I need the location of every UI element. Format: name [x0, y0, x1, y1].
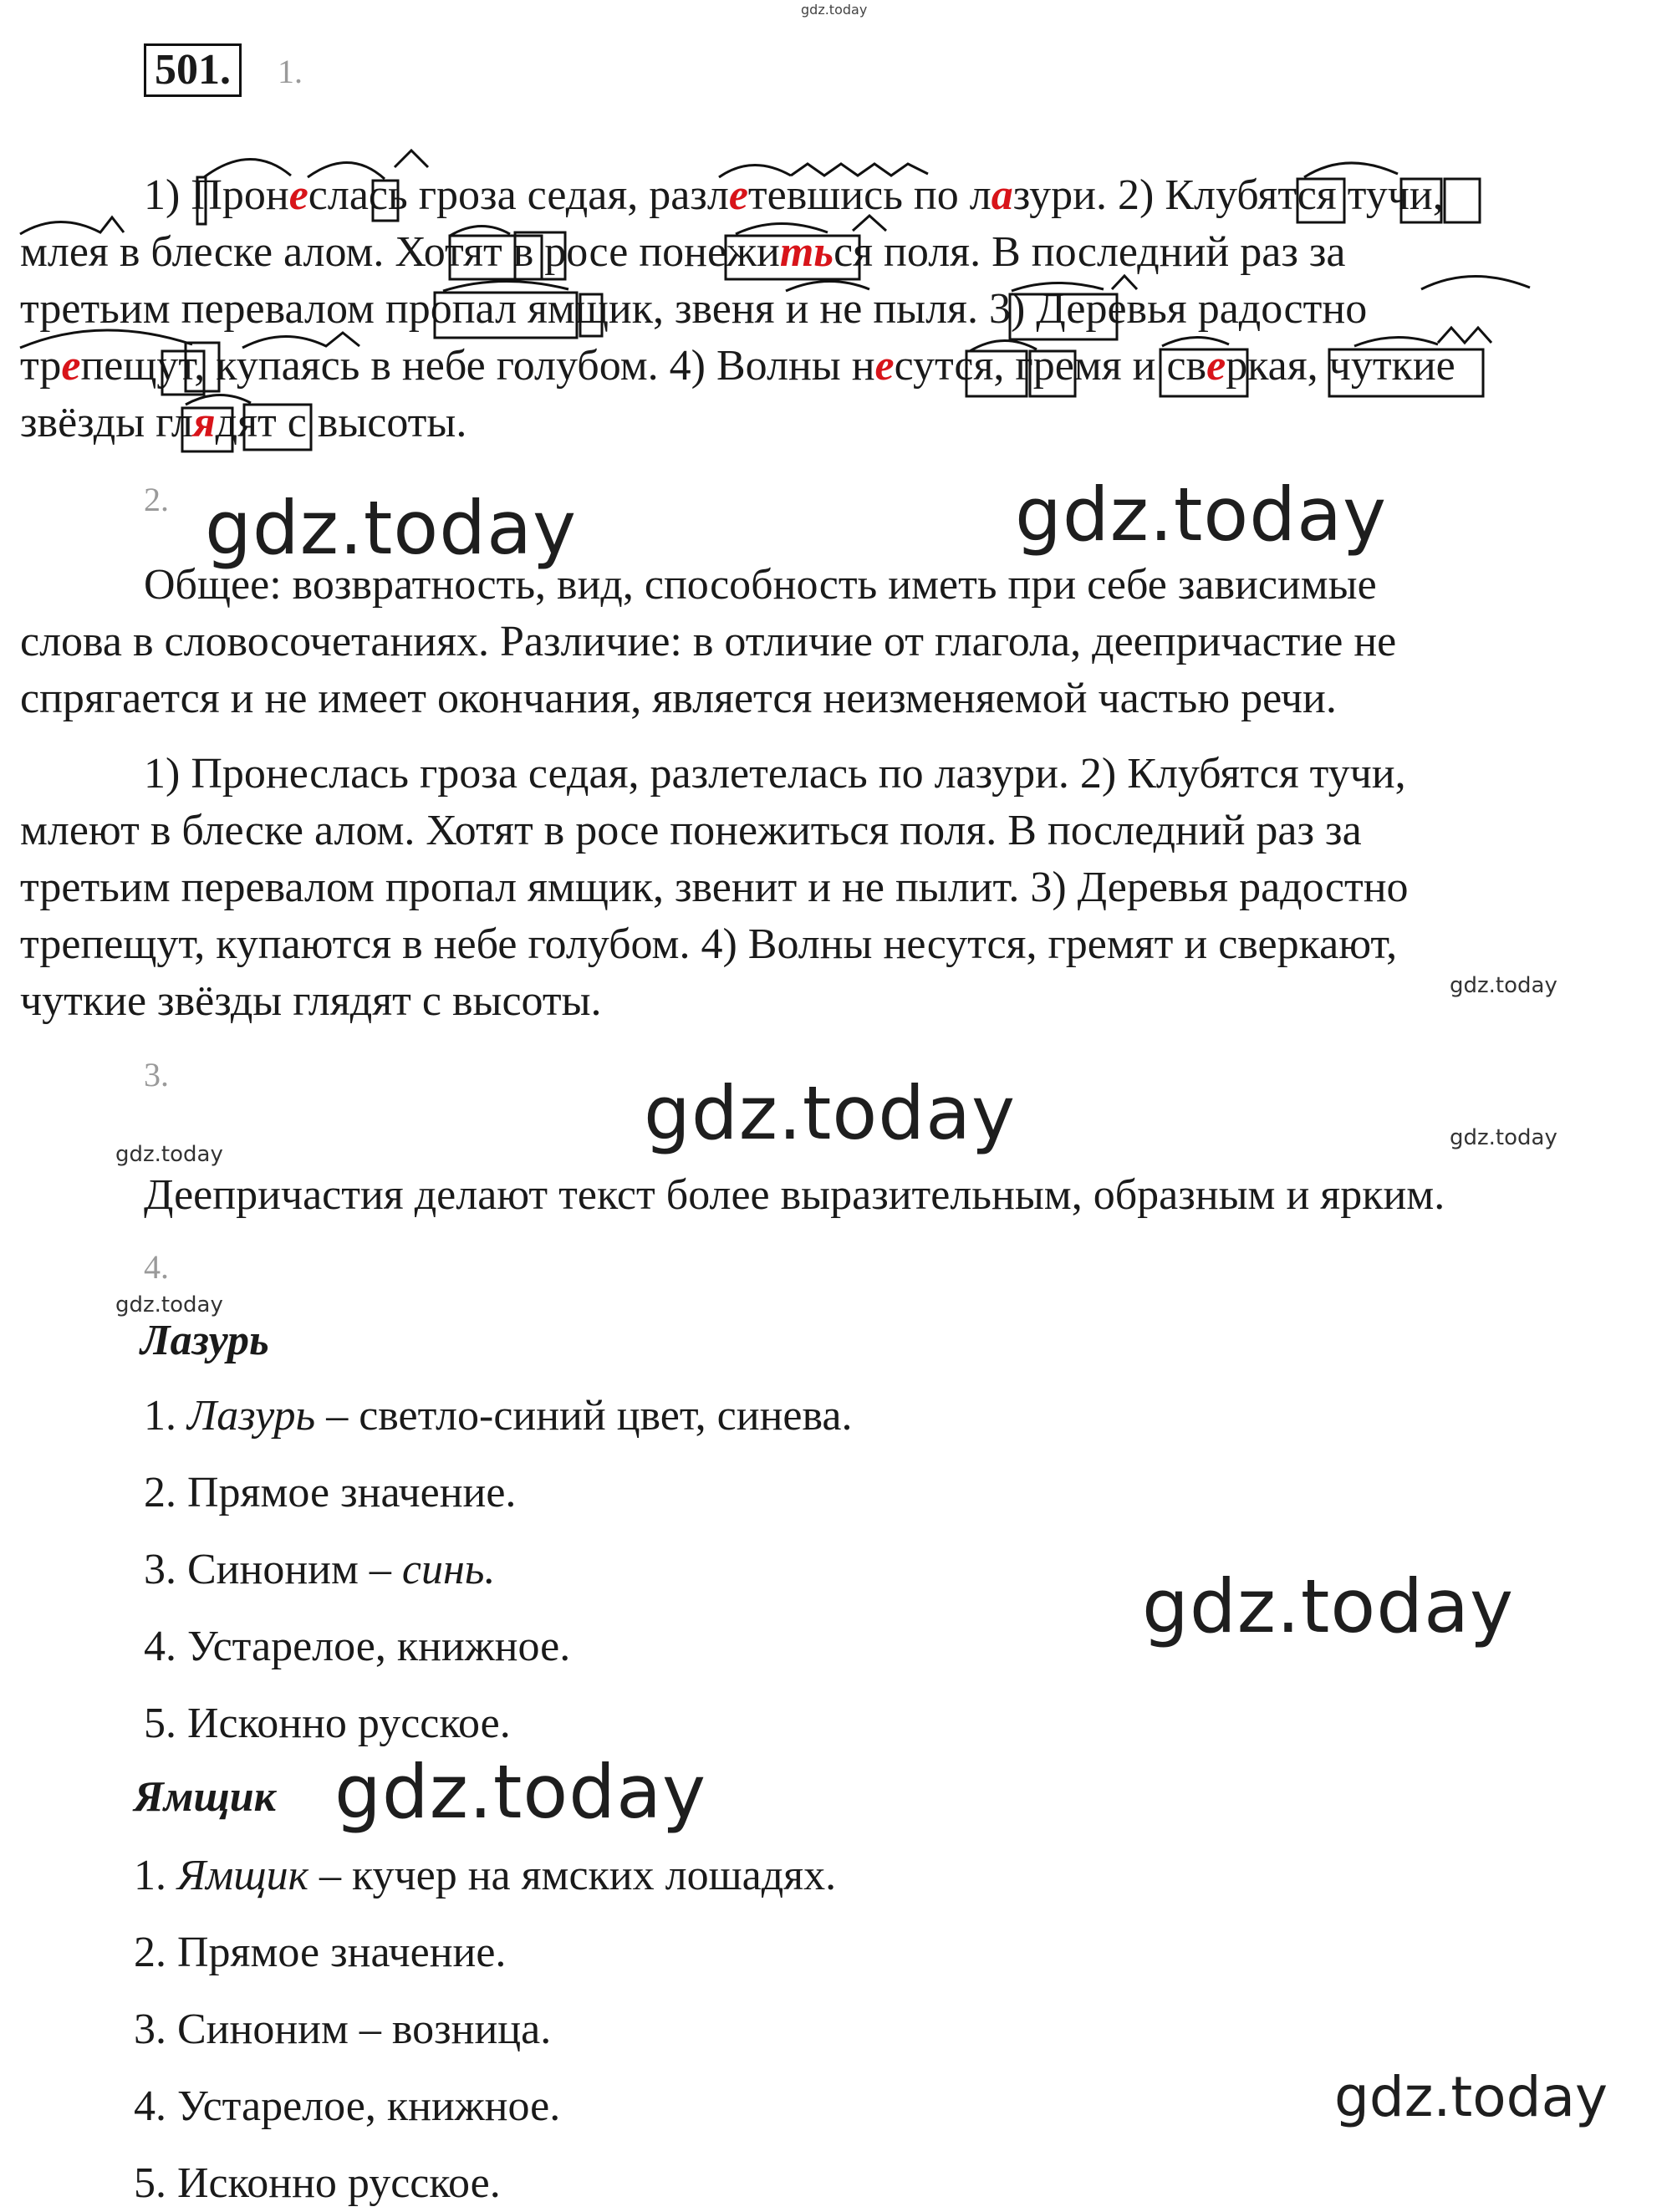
- watermark-top: gdz.today: [801, 2, 868, 18]
- word1-item-3: 3. Синоним – синь.: [144, 1546, 496, 1593]
- section-number-3: 3.: [144, 1056, 169, 1093]
- word1-item-2: 2. Прямое значение.: [144, 1469, 517, 1516]
- word1-item-1: 1. Лазурь – светло-синий цвет, синева.: [144, 1392, 853, 1440]
- word2-item-2: 2. Прямое значение.: [134, 1929, 507, 1976]
- watermark-2a: gdz.today: [205, 485, 578, 571]
- watermark-small-1: gdz.today: [1450, 973, 1557, 998]
- part1-line-1: 1) Пронеслась гроза седая, разлетевшись по лазури. 2) Клубятся тучи,: [144, 171, 1444, 219]
- task-number: 501.: [144, 43, 242, 97]
- watermark-4b: gdz.today: [334, 1749, 707, 1835]
- word2-item-4: 4. Устарелое, книжное.: [134, 2082, 561, 2130]
- part1-line-5: звёзды глядят с высоты.: [20, 399, 467, 446]
- part1-line-4: трепещут, купаясь в небе голубом. 4) Волны несутся, гремя и сверкая, чуткие: [20, 342, 1455, 390]
- watermark-small-3: gdz.today: [1450, 1125, 1557, 1150]
- watermark-4a: gdz.today: [1142, 1563, 1515, 1649]
- part2-p2-line-5: чуткие звёзды глядят с высоты.: [20, 977, 602, 1025]
- word2-item-5: 5. Исконно русское.: [134, 2159, 501, 2207]
- watermark-2b: gdz.today: [1015, 471, 1388, 558]
- part1-line-3: третьим перевалом пропал ямщик, звеня и не пыля. 3) Деревья радостно: [20, 285, 1368, 333]
- part2-p1-line-2: слова в словосочетаниях. Различие: в отличие от глагола, деепричастие не: [20, 618, 1397, 665]
- section-number-4: 4.: [144, 1248, 169, 1286]
- watermark-small-4: gdz.today: [115, 1292, 223, 1318]
- part2-p1-line-1: Общее: возвратность, вид, способность иметь при себе зависимые: [144, 561, 1377, 609]
- watermark-4c: gdz.today: [1334, 2065, 1608, 2129]
- section-number-2: 2.: [144, 481, 169, 518]
- word2-item-3: 3. Синоним – возница.: [134, 2006, 552, 2053]
- section-number-1: 1.: [278, 53, 303, 90]
- watermark-small-2: gdz.today: [115, 1142, 223, 1167]
- part2-p1-line-3: спрягается и не имеет окончания, является неизменяемой частью речи.: [20, 675, 1337, 722]
- part2-p2-line-2: млеют в блеске алом. Хотят в росе понежиться поля. В последний раз за: [20, 807, 1362, 854]
- part1-line-2: млея в блеске алом. Хотят в росе понежиться поля. В последний раз за: [20, 228, 1346, 276]
- part3-text: Деепричастия делают текст более выразительным, образным и ярким.: [144, 1171, 1445, 1219]
- watermark-3a: gdz.today: [644, 1070, 1017, 1156]
- part2-p2-line-4: трепещут, купаются в небе голубом. 4) Волны несутся, гремят и сверкают,: [20, 920, 1398, 968]
- part2-p2-line-1: 1) Пронеслась гроза седая, разлетелась по лазури. 2) Клубятся тучи,: [144, 750, 1406, 798]
- part2-p2-line-3: третьим перевалом пропал ямщик, звенит и не пылит. 3) Деревья радостно: [20, 864, 1409, 911]
- word2-item-1: 1. Ямщик – кучер на ямских лошадях.: [134, 1852, 837, 1899]
- word1-title: Лазурь: [140, 1317, 269, 1364]
- word1-item-5: 5. Исконно русское.: [144, 1700, 511, 1747]
- word2-title: Ямщик: [134, 1773, 277, 1821]
- word1-item-4: 4. Устарелое, книжное.: [144, 1623, 571, 1670]
